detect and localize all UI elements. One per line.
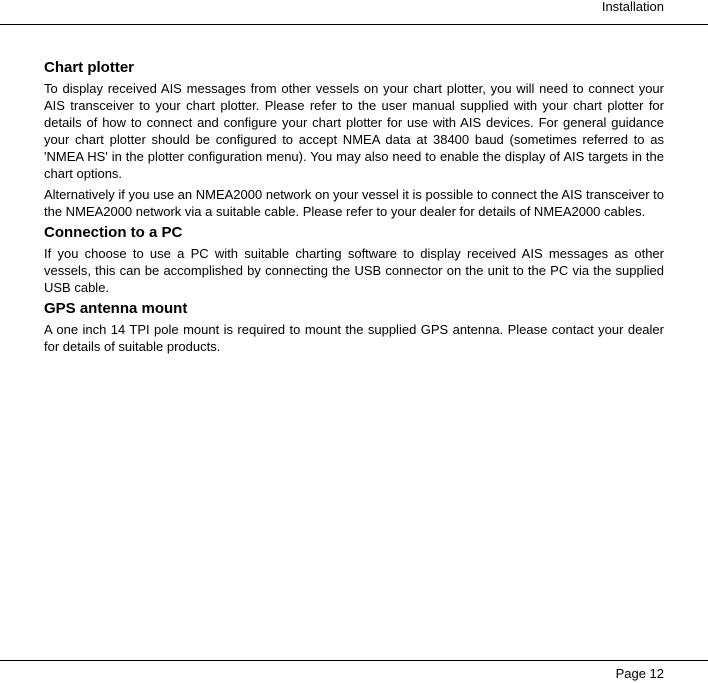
- paragraph-connection-pc: If you choose to use a PC with suitable charting software to display received AIS messages as other vessels, this can be accomplished by connecting the USB connector on the unit to the PC via the supplied USB cable.: [44, 246, 664, 295]
- section-heading-chart-plotter: Chart plotter: [44, 59, 134, 76]
- paragraph-chart-plotter-2: Alternatively if you use an NMEA2000 network on your vessel it is possible to connect the AIS transceiver to the NMEA2000 network via a suitable cable. Please refer to your dealer for details of NMEA2000 cables.: [44, 187, 664, 219]
- running-header: Installation: [601, 0, 664, 14]
- section-heading-gps-antenna: GPS antenna mount: [44, 300, 188, 317]
- page-number: Page 12: [615, 666, 664, 681]
- page-body: [44, 59, 664, 359]
- paragraph-chart-plotter-1: To display received AIS messages from other vessels on your chart plotter, you will need to connect your AIS transceiver to your chart plotter. Please refer to the user manual supplied with your chart plotter for details of how to connect and configure your chart plotter for use with AIS devices. For general guidance your chart plotter should be configured to accept NMEA data at 38400 baud (sometimes referred to as 'NMEA HS' in the plotter configuration menu). You may also need to enable the display of AIS targets in the chart options.: [44, 81, 664, 181]
- footer-divider: [0, 660, 708, 661]
- header-divider: [0, 24, 708, 25]
- paragraph-gps-antenna: A one inch 14 TPI pole mount is required to mount the supplied GPS antenna. Please contact your dealer for details of suitable products.: [44, 322, 664, 354]
- section-heading-connection-pc: Connection to a PC: [44, 224, 183, 241]
